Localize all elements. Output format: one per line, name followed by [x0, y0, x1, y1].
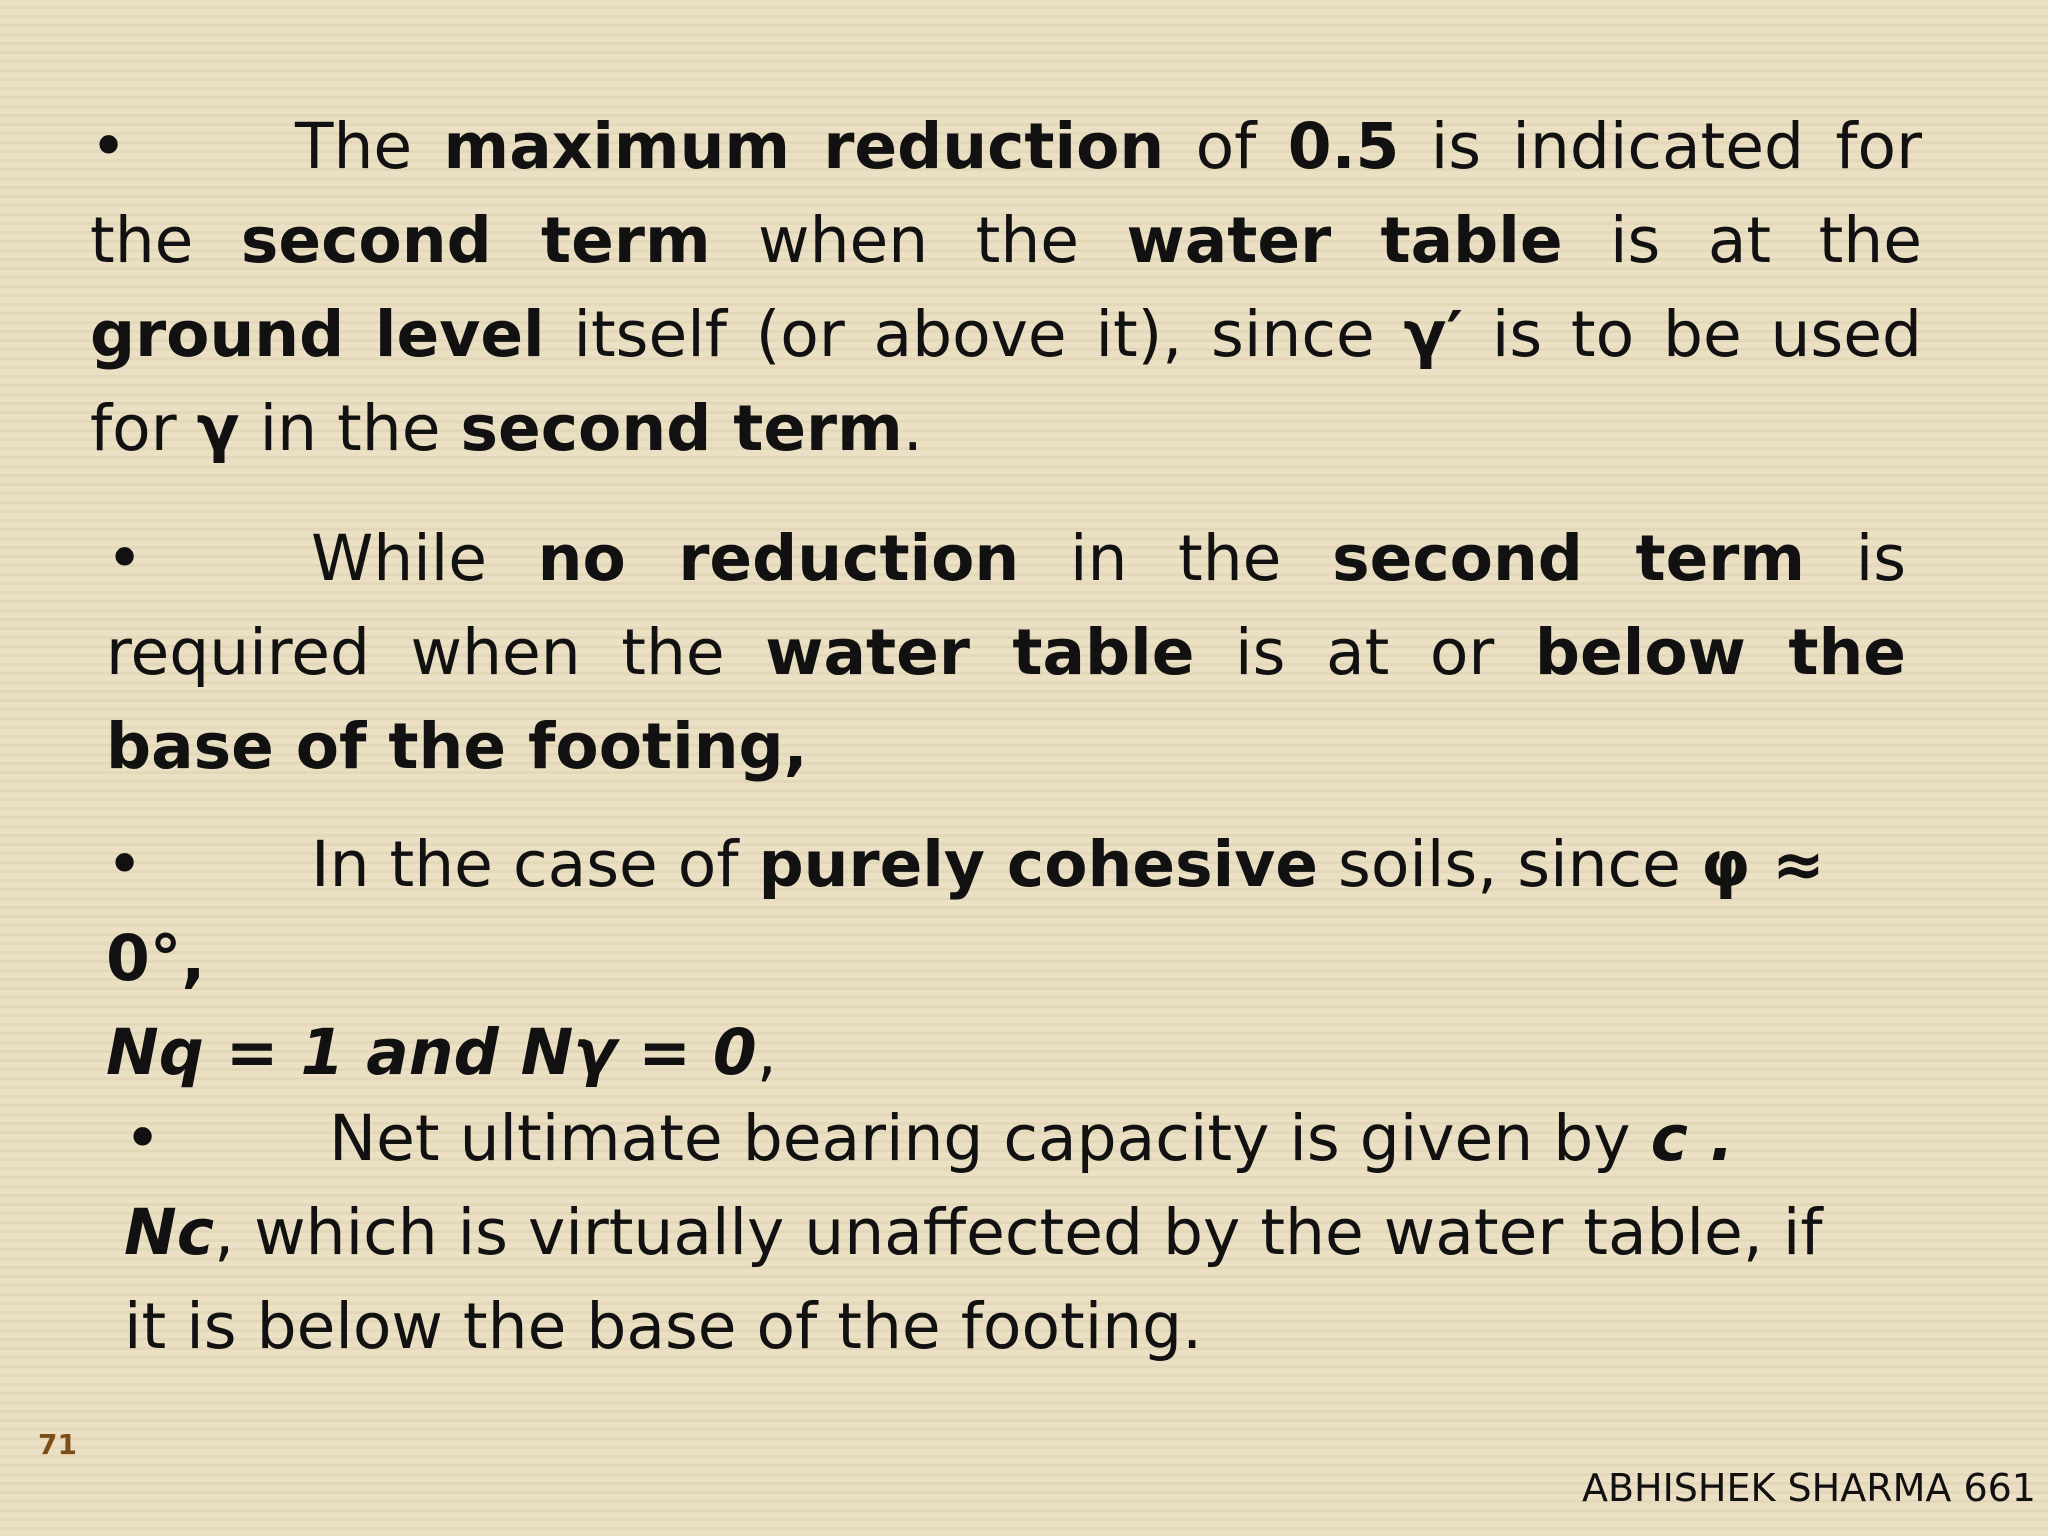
bullet-net-ultimate-capacity: • Net ultimate bearing capacity is given by c . Nc, which is virtually unaffected by the water table, if it is below the base of the footing.	[124, 1092, 1864, 1374]
page-number: 71	[38, 1428, 77, 1461]
footer-author: ABHISHEK SHARMA 661	[1581, 1466, 2036, 1510]
bullet-no-reduction: • While no reduction in the second term is required when the water table is at or below the base of the footing,	[106, 512, 1906, 794]
bullet-max-reduction: • The maximum reduction of 0.5 is indicated for the second term when the water table is at the ground level itself (or above it), since γ′ is to be used for γ in the second term.	[90, 100, 1922, 476]
bullet-cohesive-soils: • In the case of purely cohesive soils, since φ ≈ 0°, Nq = 1 and Nγ = 0,	[106, 818, 1906, 1100]
bullet-dot: •	[90, 110, 128, 183]
bullet-dot: •	[106, 522, 144, 595]
bullet-dot: •	[106, 828, 144, 901]
bullet-dot: •	[124, 1102, 162, 1175]
